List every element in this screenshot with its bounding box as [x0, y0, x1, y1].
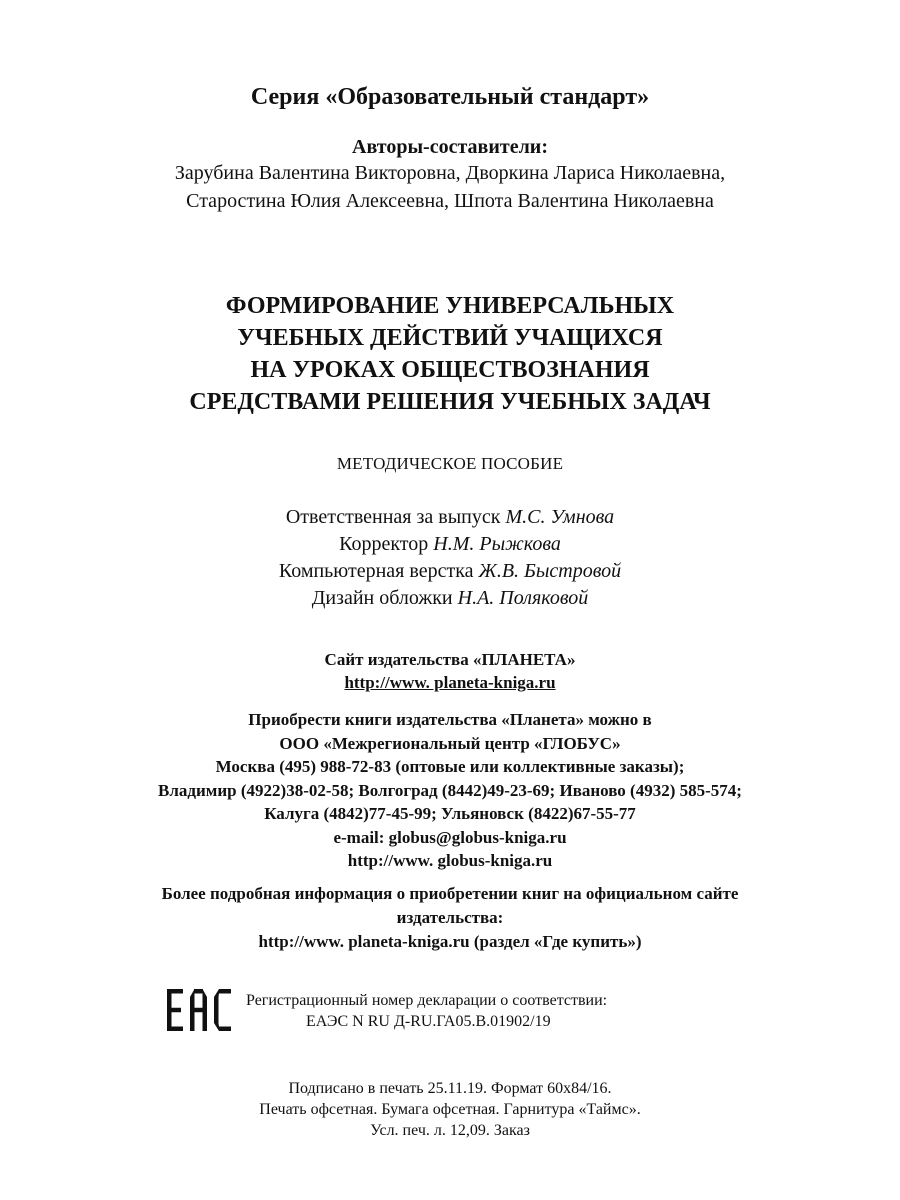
purchase-email[interactable]: e-mail: globus@globus-kniga.ru [333, 827, 567, 847]
credit-line [0, 504, 900, 531]
title-line: НА УРОКАХ ОБЩЕСТВОЗНАНИЯ [250, 357, 650, 383]
series-text: Серия «Образовательный стандарт» [250, 84, 650, 110]
purchase-line: ООО «Межрегиональный центр «ГЛОБУС» [279, 733, 621, 753]
authors-line: Зарубина Валентина Викторовна, Дворкина Лариса Николаевна, [174, 162, 726, 184]
authors-line: Старостина Юлия Алексеевна, Шпота Валентина Николаевна [186, 190, 714, 212]
book-subtitle [0, 452, 900, 476]
series-title [0, 80, 900, 114]
credit-role: Ответственная за выпуск [285, 506, 506, 528]
authors-heading-text: Авторы-составители: [352, 136, 548, 158]
eac-registration [246, 990, 607, 1032]
credit-name: Ж.В. Быстровой [478, 560, 622, 582]
credit-line [0, 531, 900, 558]
print-info-line: Усл. печ. л. 12,09. Заказ [370, 1122, 530, 1139]
title-line: УЧЕБНЫХ ДЕЙСТВИЙ УЧАЩИХСЯ [237, 325, 663, 351]
authors-list [0, 159, 900, 215]
more-info-line: издательства: [396, 908, 504, 927]
purchase-line: Москва (495) 988-72-83 (оптовые или коллективные заказы); [215, 757, 685, 776]
print-info-line: Подписано в печать 25.11.19. Формат 60х84/16. [288, 1080, 612, 1097]
eac-certification [166, 988, 726, 1036]
more-info-line: Более подробная информация о приобретении книг на официальном сайте [161, 884, 739, 903]
book-title [0, 290, 900, 418]
credit-role: Дизайн обложки [311, 587, 458, 609]
print-info-line: Печать офсетная. Бумага офсетная. Гарнитура «Таймс». [259, 1101, 641, 1118]
publisher-site-label: Сайт издательства «ПЛАНЕТА» [324, 650, 576, 669]
title-line: СРЕДСТВАМИ РЕШЕНИЯ УЧЕБНЫХ ЗАДАЧ [189, 389, 711, 415]
publisher-site [0, 648, 900, 694]
purchase-site-link[interactable]: http://www. globus-kniga.ru [347, 851, 553, 870]
credit-name: Н.М. Рыжкова [433, 533, 561, 555]
authors-heading [0, 134, 900, 160]
purchase-line: Приобрести книги издательства «Планета» можно в [248, 710, 652, 729]
more-info [0, 882, 900, 954]
publisher-site-link[interactable]: http://www. planeta-kniga.ru [344, 673, 556, 692]
credit-name: Н.А. Поляковой [457, 587, 589, 609]
eac-registration-label: Регистрационный номер декларации о соответствии: [246, 992, 608, 1009]
credits-list [0, 504, 900, 612]
title-line: ФОРМИРОВАНИЕ УНИВЕРСАЛЬНЫХ [225, 293, 675, 319]
purchase-info [0, 708, 900, 873]
credit-line [0, 585, 900, 612]
purchase-line: Владимир (4922)38-02-58; Волгоград (8442)49-23-69; Иваново (4932) 585-574; [158, 780, 742, 800]
eac-logo-icon [166, 988, 232, 1032]
credit-line [0, 558, 900, 585]
more-info-link[interactable]: http://www. planeta-kniga.ru (раздел «Где купить») [258, 932, 642, 951]
credit-role: Компьютерная верстка [278, 560, 479, 582]
purchase-line: Калуга (4842)77-45-99; Ульяновск (8422)67-55-77 [264, 804, 636, 823]
print-info [0, 1078, 900, 1141]
credit-name: М.С. Умнова [505, 506, 615, 528]
credit-role: Корректор [339, 533, 434, 555]
subtitle-text: МЕТОДИЧЕСКОЕ ПОСОБИЕ [336, 454, 564, 473]
eac-registration-number: ЕАЭС N RU Д-RU.ГА05.В.01902/19 [306, 1013, 551, 1030]
